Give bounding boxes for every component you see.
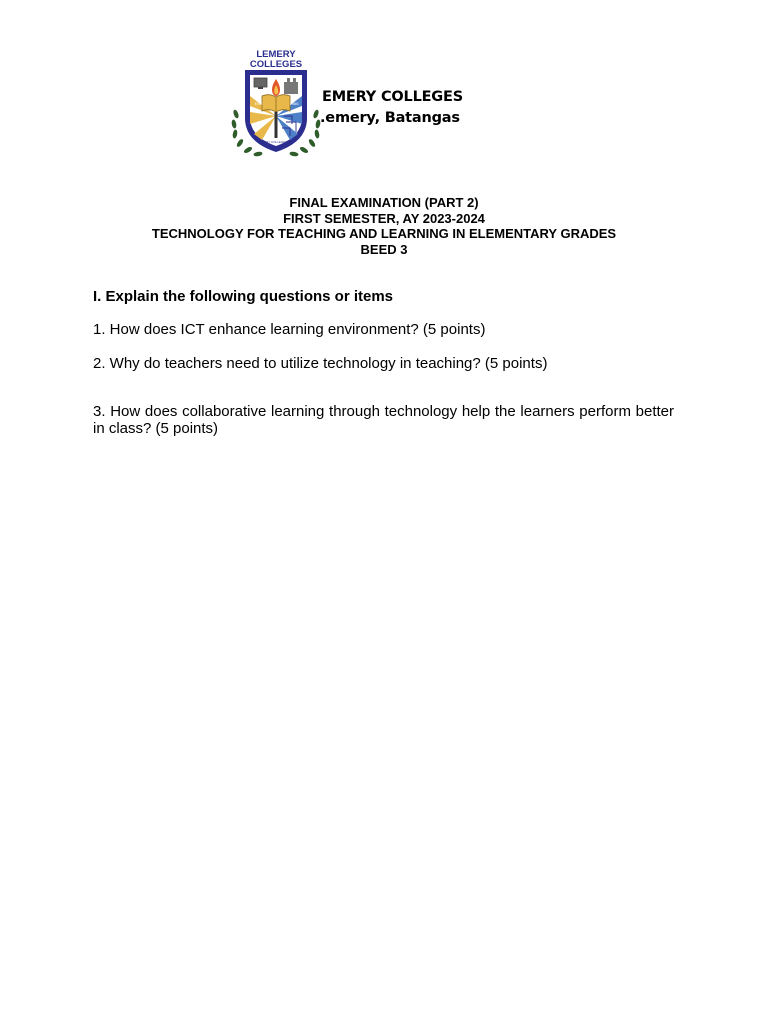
exam-semester: FIRST SEMESTER, AY 2023-2024 [283,210,485,226]
computer-icon [254,78,267,89]
college-name: EMERY COLLEGES [322,89,463,105]
exam-header [0,195,768,257]
book-icon [262,95,290,112]
torch-icon [275,112,278,138]
exam-title: FINAL EXAMINATION (PART 2) [289,195,479,210]
college-location: .emery, Batangas [320,110,460,126]
document-header [228,46,488,162]
logo-text-bottom: COLLEGES [249,59,303,70]
logo-year-label: 1966 [289,101,299,106]
logo-banner-text: LEMERY COLLEGES INC. [257,140,295,144]
question-3: 3. How does collaborative learning through technology help the learners perform better in class? (5 points) [93,403,674,437]
question-2: 2. Why do teachers need to utilize technology in teaching? (5 points) [93,355,548,372]
section-title: I. Explain the following questions or items [93,288,394,305]
exam-section: BEED 3 [360,241,408,257]
lemery-colleges-logo [228,46,324,158]
question-1: 1. How does ICT enhance learning environment? (5 points) [93,321,486,338]
logo-est-label: EST. [254,101,264,106]
exam-course: TECHNOLOGY FOR TEACHING AND LEARNING IN ELEMENTARY GRADES [151,226,617,241]
logo-text-top: LEMERY [256,49,296,60]
